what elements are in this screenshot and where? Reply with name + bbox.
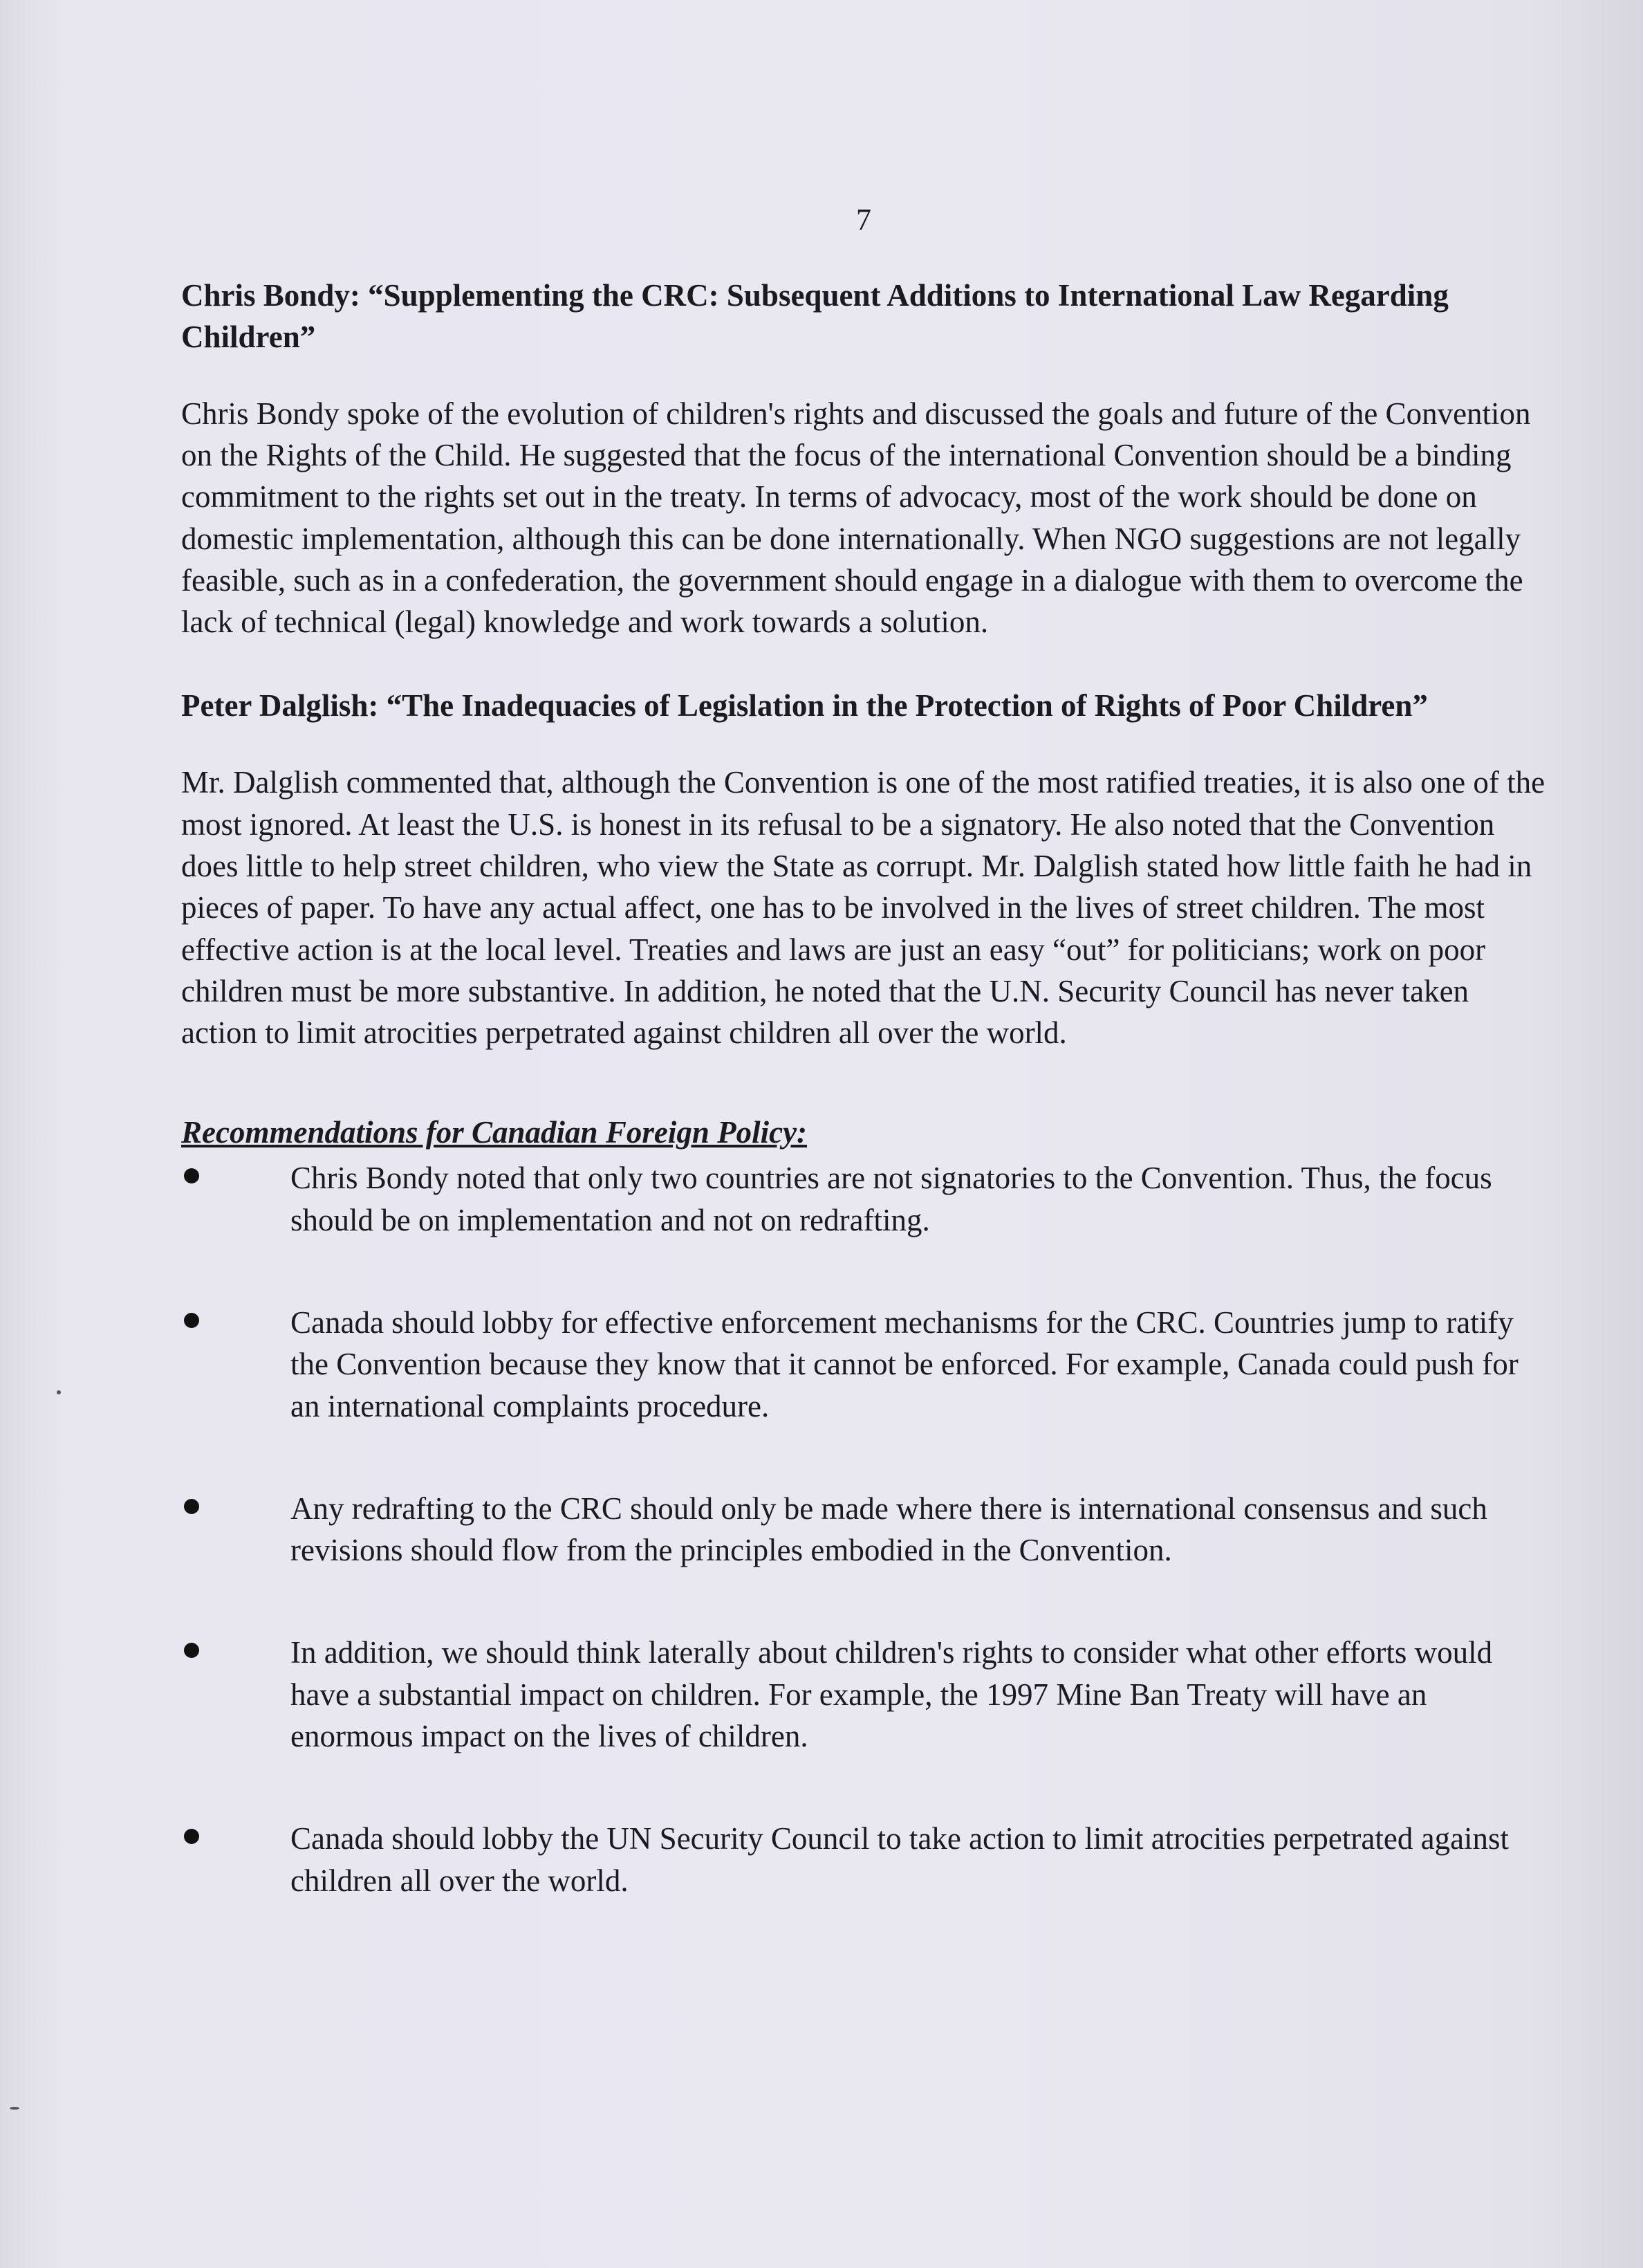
- recommendation-item: [181, 1818, 1550, 1901]
- document-body: [181, 275, 1550, 1962]
- scan-speck: [57, 1390, 61, 1394]
- section-paragraph: Chris Bondy spoke of the evolution of children's rights and discussed the goals and future of the Convention on the Rights of the Child. He suggested that the focus of the international Convention should be a binding commitment to the rights set out in the treaty. In terms of advocacy, most of the work should be done on domestic implementation, although this can be done internationally. When NGO suggestions are not legally feasible, such as in a confederation, the government should engage in a dialogue with them to overcome the lack of technical (legal) knowledge and work towards a solution.: [181, 396, 1531, 640]
- recommendation-item: [181, 1302, 1550, 1427]
- section-bondy: [181, 275, 1550, 643]
- scan-speck: [10, 2107, 19, 2110]
- recommendations-heading: Recommendations for Canadian Foreign Policy:: [181, 1115, 808, 1150]
- section-dalglish: [181, 685, 1550, 1053]
- recommendation-item: [181, 1488, 1550, 1571]
- recommendation-text: Canada should lobby the UN Security Council to take action to limit atrocities perpetrated against children all over the world.: [290, 1821, 1510, 1898]
- recommendation-item: [181, 1632, 1550, 1757]
- recommendation-text: In addition, we should think laterally about children's rights to consider what other efforts would have a substantial impact on children. For example, the 1997 Mine Ban Treaty will have an enormous impact on the lives of children.: [290, 1635, 1493, 1754]
- section-heading: Chris Bondy: “Supplementing the CRC: Subsequent Additions to International Law Regarding Children”: [181, 278, 1449, 354]
- recommendations-list: [181, 1157, 1550, 1901]
- bullet-icon: [184, 1499, 199, 1514]
- bullet-icon: [184, 1643, 199, 1658]
- bullet-icon: [184, 1168, 199, 1183]
- section-heading: Peter Dalglish: “The Inadequacies of Legislation in the Protection of Rights of Poor Children”: [181, 688, 1428, 723]
- recommendation-text: Canada should lobby for effective enforcement mechanisms for the CRC. Countries jump to ratify the Convention because they know that it cannot be enforced. For example, Canada could push for an international complaints procedure.: [290, 1304, 1519, 1423]
- recommendation-text: Chris Bondy noted that only two countries are not signatories to the Convention. Thus, the focus should be on implementation and not on redrafting.: [290, 1161, 1492, 1237]
- recommendation-item: [181, 1157, 1550, 1241]
- bullet-icon: [184, 1829, 199, 1844]
- section-paragraph: Mr. Dalglish commented that, although the Convention is one of the most ratified treaties, it is also one of the most ignored. At least the U.S. is honest in its refusal to be a signatory. He also noted that the Convention does little to help street children, who view the State as corrupt. Mr. Dalglish stated how little faith he had in pieces of paper. To have any actual affect, one has to be involved in the lives of street children. The most effective action is at the local level. Treaties and laws are just an easy “out” for politicians; work on poor children must be more substantive. In addition, he noted that the U.N. Security Council has never taken action to limit atrocities perpetrated against children all over the world.: [181, 765, 1545, 1051]
- recommendation-text: Any redrafting to the CRC should only be made where there is international consensus and such revisions should flow from the principles embodied in the Convention.: [290, 1491, 1487, 1568]
- bullet-icon: [184, 1313, 199, 1328]
- page-number: 7: [856, 203, 871, 237]
- recommendations-section: [181, 1114, 1550, 1901]
